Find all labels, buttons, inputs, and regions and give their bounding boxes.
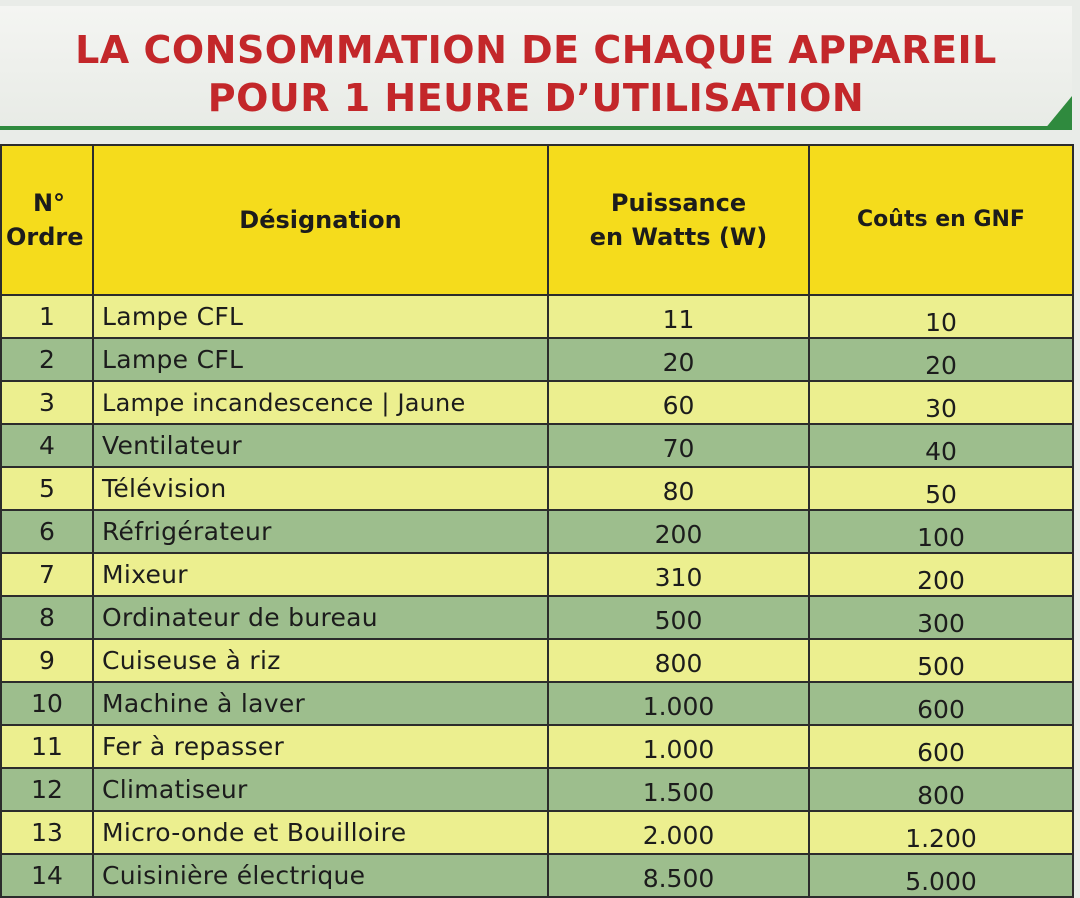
row-order-number: 9: [1, 639, 93, 682]
table-row: [1, 510, 1073, 553]
table-row: [1, 596, 1073, 639]
table-row: [1, 682, 1073, 725]
row-cost: 5.000: [809, 854, 1073, 897]
row-order-number: 1: [1, 295, 93, 338]
row-power: 11: [548, 295, 809, 338]
row-power: 500: [548, 596, 809, 639]
row-power: 8.500: [548, 854, 809, 897]
title-line-2: POUR 1 HEURE D’UTILISATION: [207, 76, 865, 120]
row-power: 1.500: [548, 768, 809, 811]
row-power: 200: [548, 510, 809, 553]
table-row: [1, 553, 1073, 596]
row-order-number: 4: [1, 424, 93, 467]
row-cost: 600: [809, 682, 1073, 725]
header-power-line2: en Watts (W): [589, 223, 768, 251]
row-order-number: 5: [1, 467, 93, 510]
row-order-number: 8: [1, 596, 93, 639]
consumption-table: [0, 144, 1074, 898]
row-power: 70: [548, 424, 809, 467]
table-row: [1, 768, 1073, 811]
row-power: 2.000: [548, 811, 809, 854]
row-power: 1.000: [548, 725, 809, 768]
row-designation: Réfrigérateur: [93, 510, 548, 553]
row-designation: Lampe CFL: [93, 295, 548, 338]
row-order-number: 3: [1, 381, 93, 424]
table-row: [1, 639, 1073, 682]
row-power: 310: [548, 553, 809, 596]
row-cost: 20: [809, 338, 1073, 381]
header-cost: Coûts en GNF: [809, 145, 1073, 295]
table-body: [1, 295, 1073, 897]
row-order-number: 7: [1, 553, 93, 596]
row-power: 800: [548, 639, 809, 682]
row-cost: 10: [809, 295, 1073, 338]
header-order-number-line2: Ordre: [6, 223, 84, 251]
header-power: [548, 145, 809, 295]
table-row: [1, 854, 1073, 897]
row-designation: Lampe CFL: [93, 338, 548, 381]
header-designation: Désignation: [93, 145, 548, 295]
row-designation: Télévision: [93, 467, 548, 510]
title-banner: [0, 6, 1072, 130]
table-row: [1, 381, 1073, 424]
table-row: [1, 295, 1073, 338]
row-designation: Ordinateur de bureau: [93, 596, 548, 639]
consumption-table-container: [0, 144, 1072, 896]
row-designation: Lampe incandescence | Jaune: [93, 381, 548, 424]
table-row: [1, 467, 1073, 510]
row-order-number: 12: [1, 768, 93, 811]
row-designation: Cuisinière électrique: [93, 854, 548, 897]
row-cost: 500: [809, 639, 1073, 682]
table-row: [1, 424, 1073, 467]
header-order-number: [1, 145, 93, 295]
row-order-number: 13: [1, 811, 93, 854]
header-power-line1: Puissance: [610, 189, 747, 217]
row-order-number: 11: [1, 725, 93, 768]
row-designation: Machine à laver: [93, 682, 548, 725]
row-cost: 600: [809, 725, 1073, 768]
row-power: 60: [548, 381, 809, 424]
row-power: 1.000: [548, 682, 809, 725]
title-line-1: LA CONSOMMATION DE CHAQUE APPAREIL: [75, 28, 997, 72]
row-order-number: 14: [1, 854, 93, 897]
table-header: [1, 145, 1073, 295]
table-row: [1, 725, 1073, 768]
row-cost: 30: [809, 381, 1073, 424]
row-designation: Micro-onde et Bouilloire: [93, 811, 548, 854]
row-order-number: 10: [1, 682, 93, 725]
table-row: [1, 811, 1073, 854]
row-designation: Mixeur: [93, 553, 548, 596]
row-cost: 50: [809, 467, 1073, 510]
row-order-number: 6: [1, 510, 93, 553]
row-designation: Cuiseuse à riz: [93, 639, 548, 682]
header-order-number-line1: N°: [32, 189, 66, 217]
header-row: [1, 145, 1073, 295]
row-cost: 300: [809, 596, 1073, 639]
table-row: [1, 338, 1073, 381]
row-cost: 800: [809, 768, 1073, 811]
row-power: 80: [548, 467, 809, 510]
row-order-number: 2: [1, 338, 93, 381]
row-power: 20: [548, 338, 809, 381]
row-designation: Ventilateur: [93, 424, 548, 467]
row-cost: 200: [809, 553, 1073, 596]
row-designation: Climatiseur: [93, 768, 548, 811]
row-cost: 40: [809, 424, 1073, 467]
row-cost: 1.200: [809, 811, 1073, 854]
row-cost: 100: [809, 510, 1073, 553]
row-designation: Fer à repasser: [93, 725, 548, 768]
